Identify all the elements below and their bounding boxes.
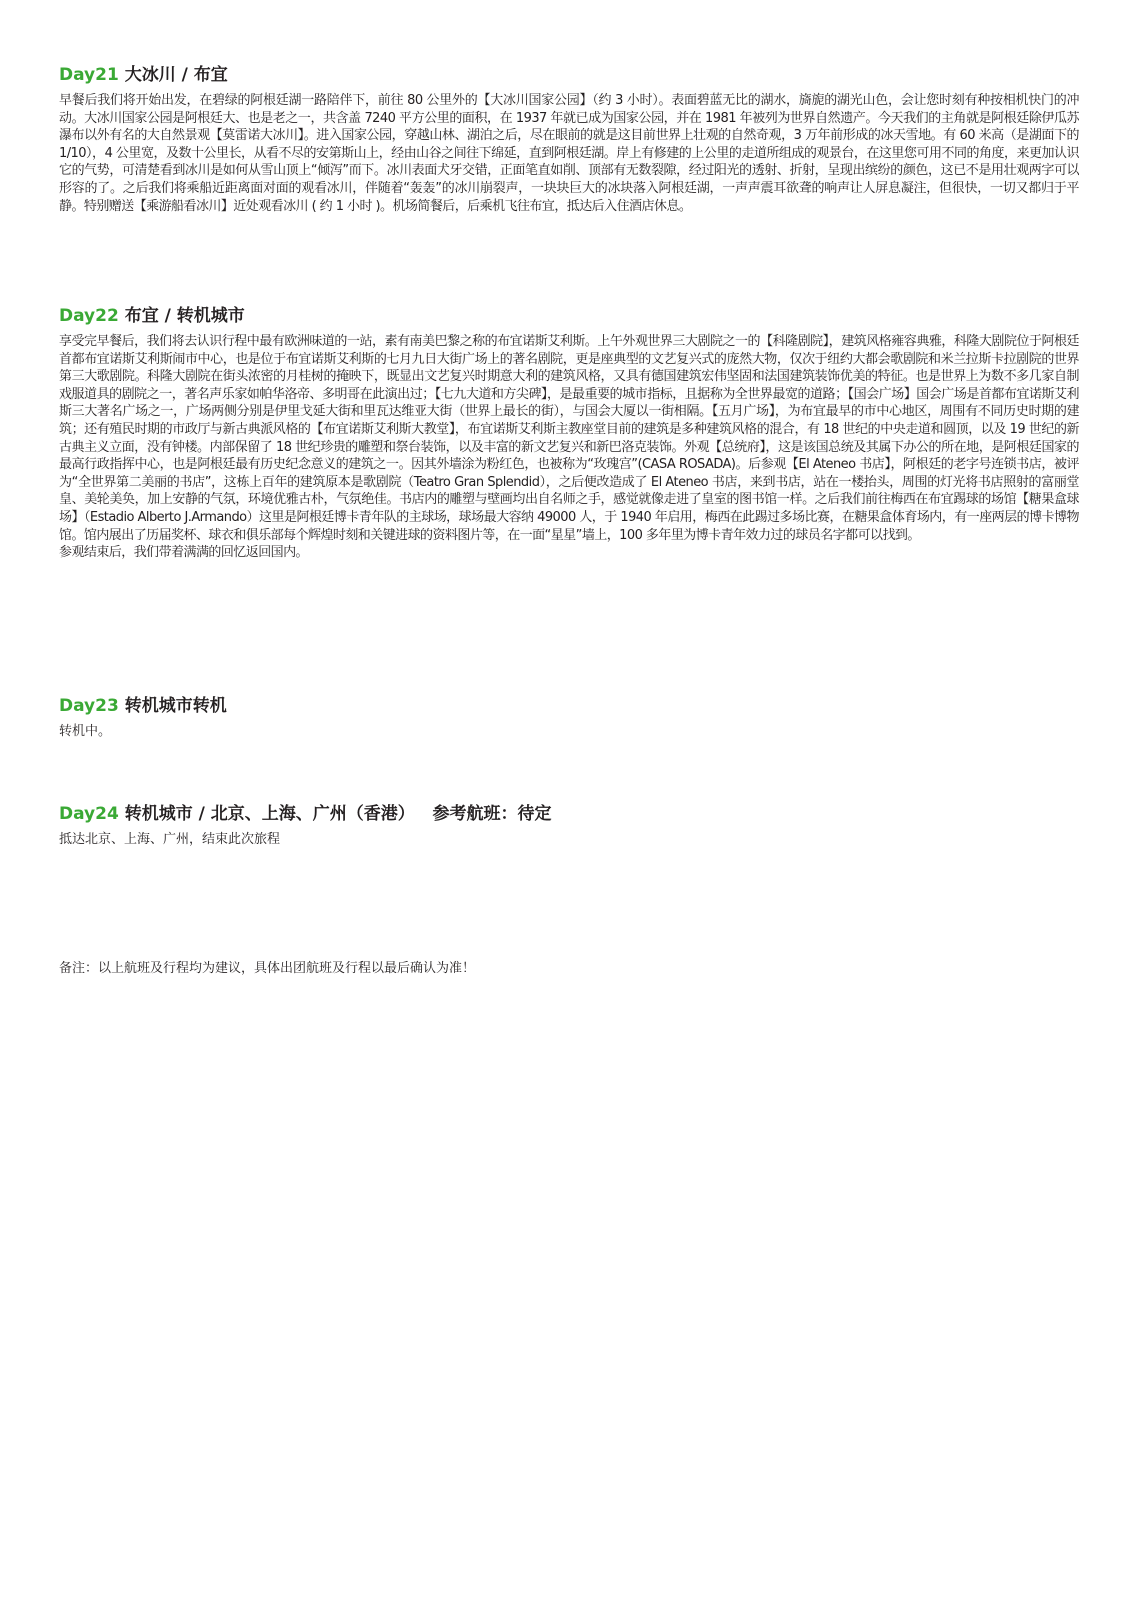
day23-heading (59, 695, 1079, 717)
day24-description: 抵达北京、上海、广州，结束此次旅程 (59, 832, 281, 847)
day22-number: Day22 (59, 306, 119, 326)
day23-section (59, 695, 1079, 741)
day24-heading (59, 803, 1079, 825)
day22-description: 享受完早餐后，我们将去认识行程中最有欧洲味道的一站，素有南美巴黎之称的布宜诺斯艾利斯。上午外观世界三大剧院之一的【科隆剧院】，建筑风格雍容典雅，科隆大剧院位于阿根廷首都布宜诺斯艾利斯闹市中心，也是位于布宜诺斯艾利斯的七月九日大街广场上的著名剧院，更是座典型的文艺复兴式的庞然大物，仅次于纽约大都会歌剧院和米兰拉斯卡拉剧院的世界第三大歌剧院。科隆大剧院在街头浓密的月桂树的掩映下，既显出文艺复兴时期意大利的建筑风格，又具有德国建筑宏伟坚固和法国建筑装饰优美的特征。也是世界上为数不多几家自制戏服道具的剧院之一，著名声乐家如帕华洛帝、多明哥在此演出过；【七九大道和方尖碑】，是最重要的城市指标，且据称为全世界最宽的道路；【国会广场】国会广场是首都布宜诺斯艾利斯三大著名广场之一，广场两侧分别是伊里戈延大街和里瓦达维亚大街（世界上最长的街），与国会大厦以一街相隔。【五月广场】，为布宜最早的市中心地区，周围有不同历史时期的建筑；还有殖民时期的市政厅与新古典派风格的【布宜诺斯艾利斯大教堂】，布宜诺斯艾利斯主教座堂目前的建筑是多种建筑风格的混合，有 18 世纪的中央走道和圆顶，以及 19 世纪的新古典主义立面，没有钟楼。内部保留了 18 世纪珍贵的雕塑和祭台装饰，以及丰富的新文艺复兴和新巴洛克装饰。外观【总统府】，这是该国总统及其属下办公的所在地，是阿根廷国家的最高行政指挥中心，也是阿根廷最有历史纪念意义的建筑之一。因其外墙涂为粉红色，也被称为“玫瑰宫”(CASA ROSADA)。后参观【El Ateneo 书店】，阿根廷的老字号连锁书店，被评为“全世界第二美丽的书店”，这栋上百年的建筑原本是歌剧院（Teatro Gran Splendid），之后便改造成了 El Ateneo 书店，来到书店，站在一楼抬头，周围的灯光将书店照射的富丽堂皇、美轮美奂，加上安静的气氛，环境优雅古朴，气氛绝佳。书店内的雕塑与壁画均出自名师之手，感觉就像走进了皇室的图书馆一样。之后我们前往梅西在布宜踢球的场馆【糖果盒球场】（Estadio Alberto J.Armando）这里是阿根廷博卡青年队的主球场，球场最大容纳 49000 人，于 1940 年启用，梅西在此踢过多场比赛，在糖果盒体育场内，有一座两层的博卡博物馆。馆内展出了历届奖杯、球衣和俱乐部每个辉煌时刻和关键进球的资料图片等，在一面“星星”墙上，100 多年里为博卡青年效力过的球员名字都可以找到。 (59, 334, 1079, 543)
day23-title: 转机城市转机 (118, 696, 227, 716)
day22-heading (59, 305, 1079, 327)
day21-number: Day21 (59, 65, 119, 85)
day22-closing: 参观结束后，我们带着满满的回忆返回国内。 (59, 545, 309, 561)
day24-title: 转机城市 / 北京、上海、广州（香港） 参考航班：待定 (118, 804, 552, 824)
day21-description: 早餐后我们将开始出发，在碧绿的阿根廷湖一路陪伴下，前往 80 公里外的【大冰川国家公园】（约 3 小时）。表面碧蓝无比的湖水，旖旎的湖光山色，会让您时刻有种按相机快门的冲动。大冰川国家公园是阿根廷大、也是老之一，共含盖 7240 平方公里的面积，在 1937 年就已成为国家公园，并在 1981 年被列为世界自然遗产。今天我们的主角就是阿根廷除伊瓜苏瀑布以外有名的大自然景观【莫雷诺大冰川】。进入国家公园，穿越山林、湖泊之后，尽在眼前的就是这目前世界上壮观的自然奇观，3 万年前形成的冰天雪地。有 60 米高（是湖面下的 1/10），4 公里宽，及数十公里长，从看不尽的安第斯山上，经由山谷之间往下绵延，直到阿根廷湖。岸上有修建的上公里的走道所组成的观景台，在这里您可用不同的角度，来更加认识它的气势，可清楚看到冰川是如何从雪山顶上“倾泻”而下。冰川表面犬牙交错，正面笔直如削、顶部有无数裂隙，经过阳光的透射、折射，呈现出缤纷的颜色，这已不是用壮观两字可以形容的了。之后我们将乘船近距离面对面的观看冰川，伴随着“轰轰”的冰川崩裂声，一块块巨大的冰块落入阿根廷湖，一声声震耳欲聋的响声让人屏息凝注，但很快，一切又都归于平静。特别赠送【乘游船看冰川】近处观看冰川 ( 约 1 小时 )。机场简餐后，后乘机飞往布宜，抵达后入住酒店休息。 (59, 93, 1079, 214)
day23-description: 转机中。 (59, 724, 112, 739)
day21-heading (59, 64, 1079, 86)
day24-number: Day24 (59, 804, 119, 824)
day22-section (59, 305, 1079, 562)
day24-section (59, 803, 1079, 849)
day23-number: Day23 (59, 696, 119, 716)
day21-section (59, 64, 1079, 215)
day22-title: 布宜 / 转机城市 (118, 306, 245, 326)
day21-title: 大冰川 / 布宜 (118, 65, 228, 85)
remarks-note: 备注：以上航班及行程均为建议，具体出团航班及行程以最后确认为准！ (59, 961, 476, 976)
